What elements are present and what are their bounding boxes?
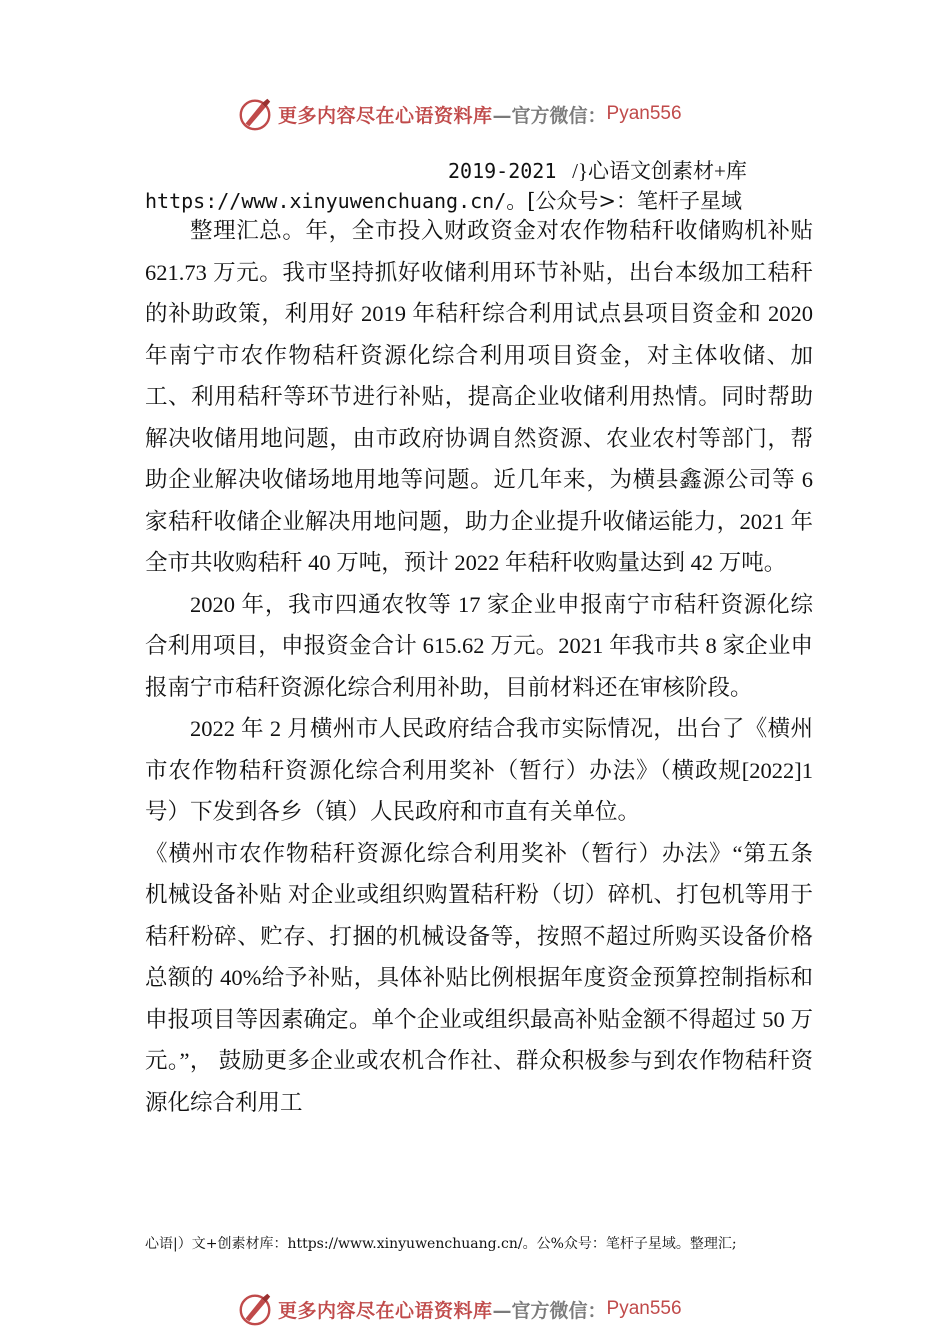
paragraph-2: 2020 年，我市四通农牧等 17 家企业申报南宁市秸秆资源化综合利用项目，申报资金合计 615.62 万元。2021 年我市共 8 家企业申报南宁市秸秆资源化综合利用补助，目前材料还在审核阶段。 [145, 591, 813, 700]
pen-nib-logo-icon [236, 95, 274, 133]
watermark-account: 。[公众号>：笔杆子星域 [506, 189, 743, 213]
paragraph-1: 整理汇总。年，全市投入财政资金对农作物秸秆收储购机补贴 621.73 万元。我市坚持抓好收储利用环节补贴，出台本级加工秸秆的补助政策，利用好 2019 年秸秆综合利用试点县项目资金和 2020 年南宁市农作物秸秆资源化综合利用项目资金，对主体收储、加工、利用秸秆等环节进行补贴，提高企业收储利用热情。同时帮助解决收储用地问题，由市政府协调自然资源、农业农村等部门，帮助企业解决收储场地用地等问题。近几年来，为横县鑫源公司等 6 家秸秆收储企业解决用地问题，助力企业提升收储运能力，2021 年全市共收购秸秆 40 万吨，预计 2022 年秸秆收购量达到 42 万吨。 [145, 218, 813, 575]
banner-lead-text: 更多内容尽在心语资料库 [278, 104, 493, 127]
pen-nib-logo-icon [236, 1290, 274, 1328]
watermark-brand: /}心语文创素材+库 [572, 159, 747, 183]
watermark-url: https://www.xinyuwenchuang.cn/ [145, 189, 507, 213]
header-banner [236, 92, 756, 136]
document-body [145, 210, 813, 1123]
watermark-line-1 [448, 155, 747, 185]
banner-wechat-id: Pyan556 [606, 1298, 682, 1319]
paragraph-3: 2022 年 2 月横州市人民政府结合我市实际情况，出台了《横州市农作物秸秆资源化综合利用奖补（暂行）办法》（横政规[2022]1 号）下发到各乡（镇）人民政府和市直有关单位。 [145, 716, 813, 824]
banner-lead-text: 更多内容尽在心语资料库 [278, 1299, 493, 1322]
footer-banner [236, 1287, 756, 1331]
watermark-years: 2019-2021 [448, 159, 557, 183]
banner-tail-text: —官方微信： [492, 104, 607, 127]
footer-watermark: 心语|）文+创素材库：https://www.xinyuwenchuang.cn/。公%众号：笔杆子星域。整理汇; [145, 1236, 737, 1252]
banner-tail-text: —官方微信： [492, 1299, 607, 1322]
paragraph-4: 《横州市农作物秸秆资源化综合利用奖补（暂行）办法》“第五条 机械设备补贴 对企业或组织购置秸秆粉（切）碎机、打包机等用于秸秆粉碎、贮存、打捆的机械设备等，按照不超过所购买设备价格总额的 40%给予补贴，具体补贴比例根据年度资金预算控制指标和申报项目等因素确定。单个企业或组织最高补贴金额不得超过 50 万元。”， 鼓励更多企业或农机合作社、群众积极参与到农作物秸秆资源化综合利用工 [145, 840, 813, 1115]
banner-wechat-id: Pyan556 [606, 103, 682, 124]
